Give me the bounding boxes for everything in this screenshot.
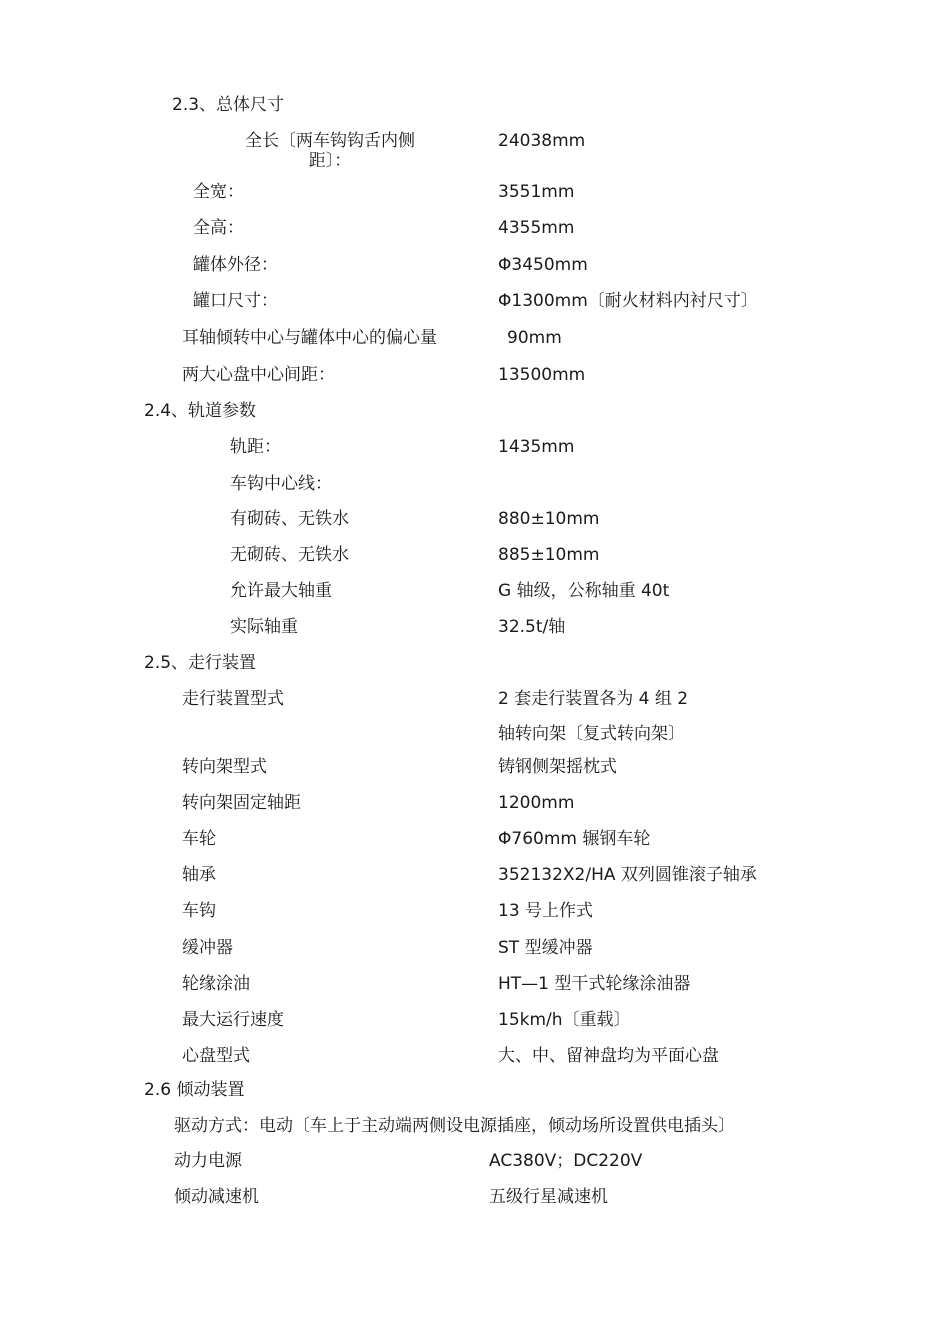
label-buffer: 缓冲器 [182, 938, 233, 958]
label-running-gear-type: 走行装置型式 [182, 689, 284, 709]
value-overall-height: 4355mm [498, 218, 575, 238]
label-coupler-centerline: 车钩中心线： [230, 474, 332, 494]
label-overall-length [224, 131, 436, 171]
value-max-speed: 15km/h〔重载〕 [498, 1010, 631, 1030]
label-overall-length-line1: 全长〔两车钩钩舌内侧 [245, 131, 415, 151]
label-bogie-wheelbase: 转向架固定轴距 [182, 793, 301, 813]
label-with-brick-no-iron: 有砌砖、无铁水 [230, 509, 349, 529]
label-no-brick-no-iron: 无砌砖、无铁水 [230, 545, 349, 565]
label-coupler: 车钩 [182, 901, 216, 921]
value-flange-lubrication: HT—1 型干式轮缘涂油器 [498, 974, 691, 994]
label-actual-axle-load: 实际轴重 [230, 617, 298, 637]
label-track-gauge: 轨距： [230, 437, 281, 457]
section-heading-2-3: 2.3、总体尺寸 [172, 95, 285, 115]
value-with-brick-no-iron: 880±10mm [498, 509, 600, 529]
label-power-supply: 动力电源 [174, 1151, 242, 1171]
value-overall-length: 24038mm [498, 131, 586, 151]
value-bogie-type: 铸钢侧架摇枕式 [498, 757, 617, 777]
value-running-gear-type-line2: 轴转向架〔复式转向架〕 [498, 724, 685, 744]
label-flange-lubrication: 轮缘涂油 [182, 974, 250, 994]
drive-mode-text: 驱动方式：电动〔车上于主动端两侧设电源插座，倾动场所设置供电插头〕 [174, 1116, 735, 1136]
value-overall-width: 3551mm [498, 182, 575, 202]
value-wheel: Φ760mm 辗钢车轮 [498, 829, 651, 849]
section-heading-2-5: 2.5、走行装置 [144, 653, 257, 673]
value-tank-outer-diameter: Φ3450mm [498, 255, 588, 275]
value-bearing: 352132X2/HA 双列圆锥滚子轴承 [498, 865, 757, 885]
label-center-plate-distance: 两大心盘中心间距： [182, 365, 335, 385]
value-trunnion-eccentricity: 90mm [507, 328, 562, 348]
label-wheel: 车轮 [182, 829, 216, 849]
label-overall-width: 全宽： [193, 182, 244, 202]
value-coupler: 13 号上作式 [498, 901, 594, 921]
value-running-gear-type: 2 套走行装置各为 4 组 2 [498, 689, 689, 709]
value-center-plate-type: 大、中、留神盘均为平面心盘 [498, 1046, 719, 1066]
label-tilting-reducer: 倾动减速机 [174, 1187, 259, 1207]
label-tank-mouth-size: 罐口尺寸： [193, 291, 278, 311]
value-no-brick-no-iron: 885±10mm [498, 545, 600, 565]
value-buffer: ST 型缓冲器 [498, 938, 593, 958]
label-bogie-type: 转向架型式 [182, 757, 267, 777]
value-tilting-reducer: 五级行星减速机 [489, 1187, 608, 1207]
section-heading-2-6: 2.6 倾动装置 [144, 1080, 245, 1100]
label-max-speed: 最大运行速度 [182, 1010, 284, 1030]
label-overall-length-line2: 距〕： [308, 151, 352, 171]
value-power-supply: AC380V；DC220V [489, 1151, 643, 1171]
label-center-plate-type: 心盘型式 [182, 1046, 250, 1066]
section-heading-2-4: 2.4、轨道参数 [144, 401, 257, 421]
label-trunnion-eccentricity: 耳轴倾转中心与罐体中心的偏心量 [182, 328, 437, 348]
value-center-plate-distance: 13500mm [498, 365, 586, 385]
value-track-gauge: 1435mm [498, 437, 575, 457]
label-tank-outer-diameter: 罐体外径： [193, 255, 278, 275]
value-max-axle-load: G 轴级，公称轴重 40t [498, 581, 670, 601]
value-actual-axle-load: 32.5t/轴 [498, 617, 566, 637]
value-tank-mouth-size: Φ1300mm〔耐火材料内衬尺寸〕 [498, 291, 758, 311]
label-bearing: 轴承 [182, 865, 216, 885]
label-overall-height: 全高： [193, 218, 244, 238]
value-bogie-wheelbase: 1200mm [498, 793, 575, 813]
label-max-axle-load: 允许最大轴重 [230, 581, 332, 601]
